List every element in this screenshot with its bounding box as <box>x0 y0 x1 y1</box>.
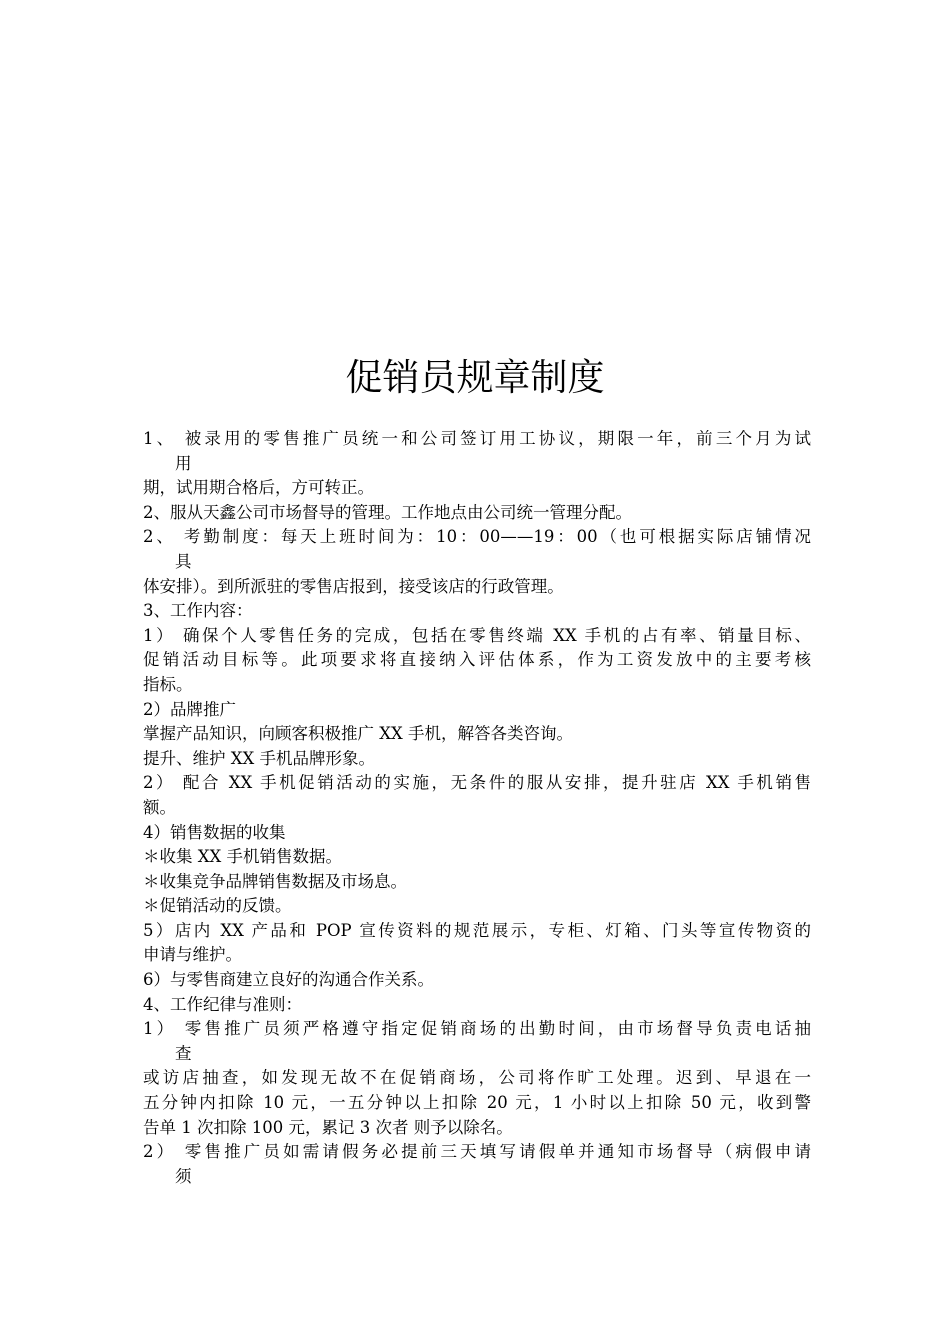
text-line: ＊促销活动的反馈。 <box>143 896 292 916</box>
text-line: 五分钟内扣除 10 元，一五分钟以上扣除 20 元，1 小时以上扣除 50 元，收到警 <box>143 1093 811 1113</box>
text-line: 体安排）。到所派驻的零售店报到，接受该店的行政管理。 <box>143 576 564 596</box>
text-line: 2、 考勤制度：每天上班时间为：10：00——19：00（也可根据实际店铺情况 <box>143 527 811 547</box>
text-line: 用 <box>175 453 192 473</box>
text-line: 指标。 <box>143 674 193 694</box>
text-line: 促销活动目标等。此项要求将直接纳入评估体系，作为工资发放中的主要考核 <box>143 650 811 670</box>
text-line: 或访店抽查，如发现无故不在促销商场，公司将作旷工处理。迟到、早退在一 <box>143 1068 811 1088</box>
text-line: 3、工作内容： <box>143 601 253 621</box>
text-line: 提升、维护 XX 手机品牌形象。 <box>143 748 375 768</box>
text-line: 2） 配合 XX 手机促销活动的实施，无条件的服从安排，提升驻店 XX 手机销售 <box>143 773 811 793</box>
text-line: 6）与零售商建立良好的沟通合作关系。 <box>143 970 434 990</box>
text-line: 须 <box>175 1166 192 1186</box>
text-line: 4）销售数据的收集 <box>143 822 286 842</box>
document-title: 促销员规章制度 <box>345 356 605 399</box>
text-line: ＊收集竞争品牌销售数据及市场息。 <box>143 871 407 891</box>
document-body <box>143 427 811 1189</box>
text-line: 额。 <box>143 797 176 817</box>
text-line: 掌握产品知识，向顾客积极推广 XX 手机，解答各类咨询。 <box>143 724 573 744</box>
text-line: 2、服从天鑫公司市场督导的管理。工作地点由公司统一管理分配。 <box>143 502 632 522</box>
text-line: ＊收集 XX 手机销售数据。 <box>143 847 342 867</box>
text-line: 1） 零售推广员须严格遵守指定促销商场的出勤时间，由市场督导负责电话抽 <box>143 1019 811 1039</box>
text-line: 申请与维护。 <box>143 945 242 965</box>
text-line: 4、工作纪律与准则： <box>143 994 302 1014</box>
text-line: 具 <box>175 551 192 571</box>
text-line: 1、 被录用的零售推广员统一和公司签订用工协议，期限一年，前三个月为试 <box>143 429 811 448</box>
text-line: 查 <box>175 1043 192 1063</box>
text-line: 2）品牌推广 <box>143 699 236 719</box>
text-line: 期，试用期合格后，方可转正。 <box>143 478 374 498</box>
text-line: 2） 零售推广员如需请假务必提前三天填写请假单并通知市场督导（病假申请 <box>143 1142 811 1162</box>
text-line: 告单 1 次扣除 100 元，累记 3 次者 则予以除名。 <box>143 1117 513 1137</box>
text-line: 5）店内 XX 产品和 POP 宣传资料的规范展示，专柜、灯箱、门头等宣传物资的 <box>143 920 811 940</box>
text-line: 1） 确保个人零售任务的完成，包括在零售终端 XX 手机的占有率、销量目标、 <box>143 625 811 645</box>
